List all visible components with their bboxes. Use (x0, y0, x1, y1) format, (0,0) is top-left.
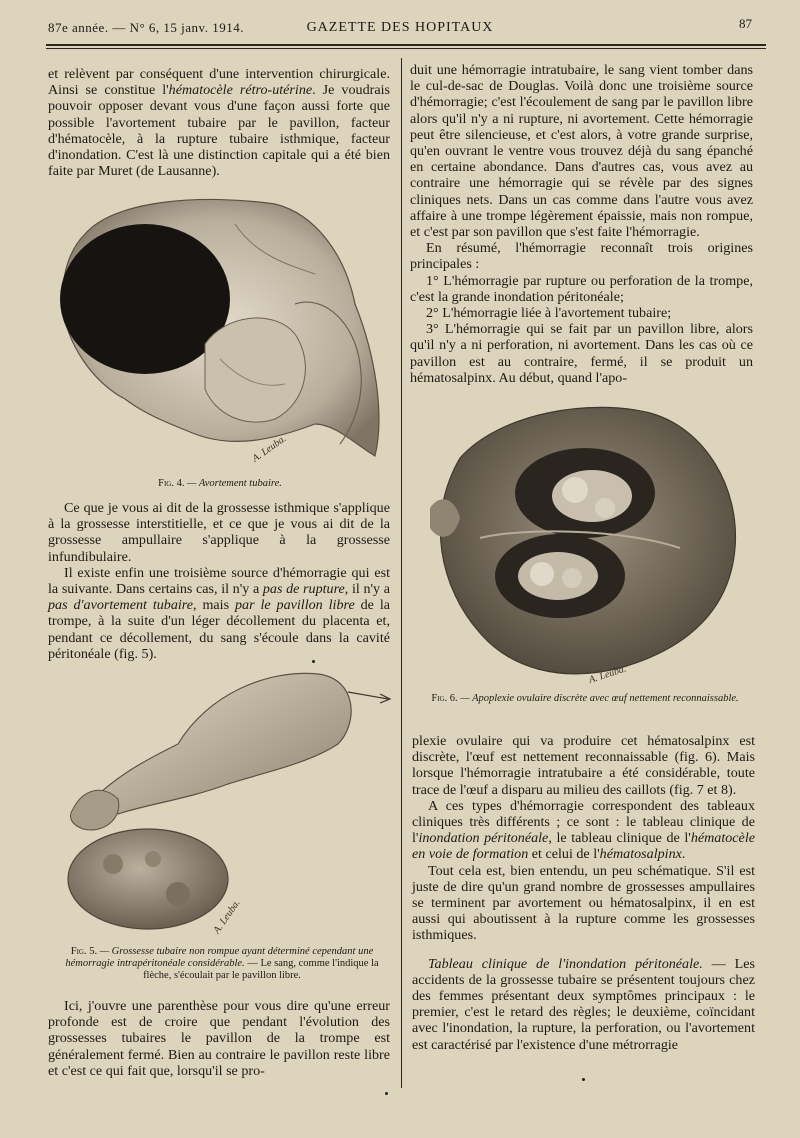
paragraph: En résumé, l'hémorragie reconnaît trois origines principales : (410, 240, 753, 273)
left-column-middle (48, 500, 390, 662)
figure-5-illustration (58, 664, 398, 944)
paragraph: Ici, j'ouvre une parenthèse pour vous dire qu'une erreur profonde est de croire que pendant l'évolution des grossesses tubaires le pavillon de la trompe est généralement fermé. Bien au contraire le pavillon reste libre et c'est ce qui fait que, lorsqu'il se pro- (48, 998, 390, 1079)
figure-6-illustration (420, 398, 745, 693)
left-column-top (48, 66, 390, 179)
list-item: 1° L'hémorragie par rupture ou perforation de la trompe, c'est la grande inondation péritonéale; (410, 272, 753, 305)
right-column-bottom (412, 733, 755, 1053)
print-dot (312, 660, 315, 663)
paragraph: Tout cela est, bien entendu, un peu schématique. S'il est juste de dire qu'un grand nombre de grossesses ampullaires se terminent par avortement ou hématosalpinx, il en est aussi qui aboutissent à la rupture comme les grossesses isthmiques. (412, 862, 755, 944)
issue-line: 87e année. — N° 6, 15 janv. 1914. (48, 20, 244, 35)
column-divider (401, 58, 402, 1088)
paragraph: Ce que je vous ai dit de la grossesse isthmique s'applique à la grossesse interstitielle, et ce que je vous ai dit de la grossesse ampullaire s'applique à la grossesse infundibulaire. (48, 500, 390, 565)
paragraph: et relèvent par conséquent d'une intervention chirurgicale. Ainsi se constitue l'hématocèle rétro-utérine. Je voudrais pouvoir opposer devant vous d'une façon aussi forte que possible l'avortement tubaire par le pavillon, facteur d'hématocèle, à la rupture tubaire isthmique, facteur d'inondation. C'est là une distinction capitale qui a été bien faite par Muret (de Lausanne). (48, 66, 390, 180)
list-item: 3° L'hémorragie qui se fait par un pavillon libre, alors qu'il n'y a ni perforation, ni avortement. Dans les cas où ce pavillon est au contraire, fermé, il se produit un hématosalpinx. Au début, quand l'apo- (410, 321, 753, 386)
figure-4-caption: Fig. 4. — Avortement tubaire. (158, 478, 282, 489)
print-dot (582, 1078, 585, 1081)
paragraph: A ces types d'hémorragie correspondent des tableaux cliniques très différents ; ce sont : le tableau clinique de l'inondation péritonéale, le tableau clinique de l'hématocèle en voie de formation et celui de l'hématosalpinx. (412, 797, 755, 863)
figure-6-signature: A. Leuba. (587, 663, 628, 686)
paragraph: duit une hémorragie intratubaire, le sang vient tomber dans le cul-de-sac de Douglas. Voilà donc une troisième source d'hémorragie; c'est l'écoulement de sang par le pavillon libre alors qu'il n'y a ni rupture, ni avortement. Cette hémorragie peut être silencieuse, et c'est alors, à votre grande surprise, qu'en ouvrant le ventre vous trouvez déjà du sang épanché en certaine abondance. Dans d'autres cas, vous avez au contraire une hémorragie qui se révèle par des signes cliniques nets. Dans un cas comme dans l'autre vous avez affaire à une trompe légèrement épaissie, mais non rompue, et c'est par son pavillon que s'est faite l'hémorragie. (410, 62, 753, 241)
paragraph: plexie ovulaire qui va produire cet hématosalpinx est discrète, l'œuf est nettement reconnaissable (fig. 6). Mais lorsque l'hémorragie intratubaire a été considérable, toute trace de l'œuf a disparu au milieu des caillots (fig. 7 et 8). (412, 733, 755, 798)
section-heading: Tableau clinique de l'inondation péritonéale. (428, 955, 703, 972)
journal-title: GAZETTE DES HOPITAUX (306, 20, 494, 35)
figure-4-signature: A. Leuba. (250, 433, 289, 465)
left-column-bottom (48, 998, 390, 1079)
figure-4-illustration (55, 194, 385, 474)
right-column-top (410, 62, 753, 386)
figure-5-signature: A. Leuba. (211, 897, 243, 936)
paragraph: Il existe enfin une troisième source d'hémorragie qui est la suivante. Dans certains cas, il n'y a pas de rupture, il n'y a pas d'avortement tubaire, mais par le pavillon libre de la trompe, à la suite d'un léger décollement du placenta et, pendant ce décollement, du sang s'écoule dans la cavité péritonéale (fig. 5). (48, 564, 390, 662)
header-rule-thin (46, 48, 766, 49)
print-dot (385, 1092, 388, 1095)
section-paragraph: Tableau clinique de l'inondation péritonéale. — Les accidents de la grossesse tubaire se présentent toujours chez des femmes présentant deux symptômes principaux : le premier, c'est le retard des règles; le deuxième, coïncidant avec l'inondation, la rupture, la perforation, ou l'avortement est caractérisé par l'existence d'une métrorragie (412, 955, 755, 1053)
page-number: 87 (739, 16, 752, 31)
header-rule (46, 44, 766, 46)
figure-6-caption: Fig. 6. — Apoplexie ovulaire discrète avec œuf nettement reconnaissable. (431, 693, 739, 704)
list-item: 2° L'hémorragie liée à l'avortement tubaire; (426, 305, 672, 322)
figure-5-caption: Fig. 5. — Grossesse tubaire non rompue ayant déterminé cependant une hémorragie intrapéritonéale considérable. — Le sang, comme l'indique la flèche, s'écoulait par le pavillon libre. (65, 946, 379, 981)
page-header (48, 16, 752, 38)
